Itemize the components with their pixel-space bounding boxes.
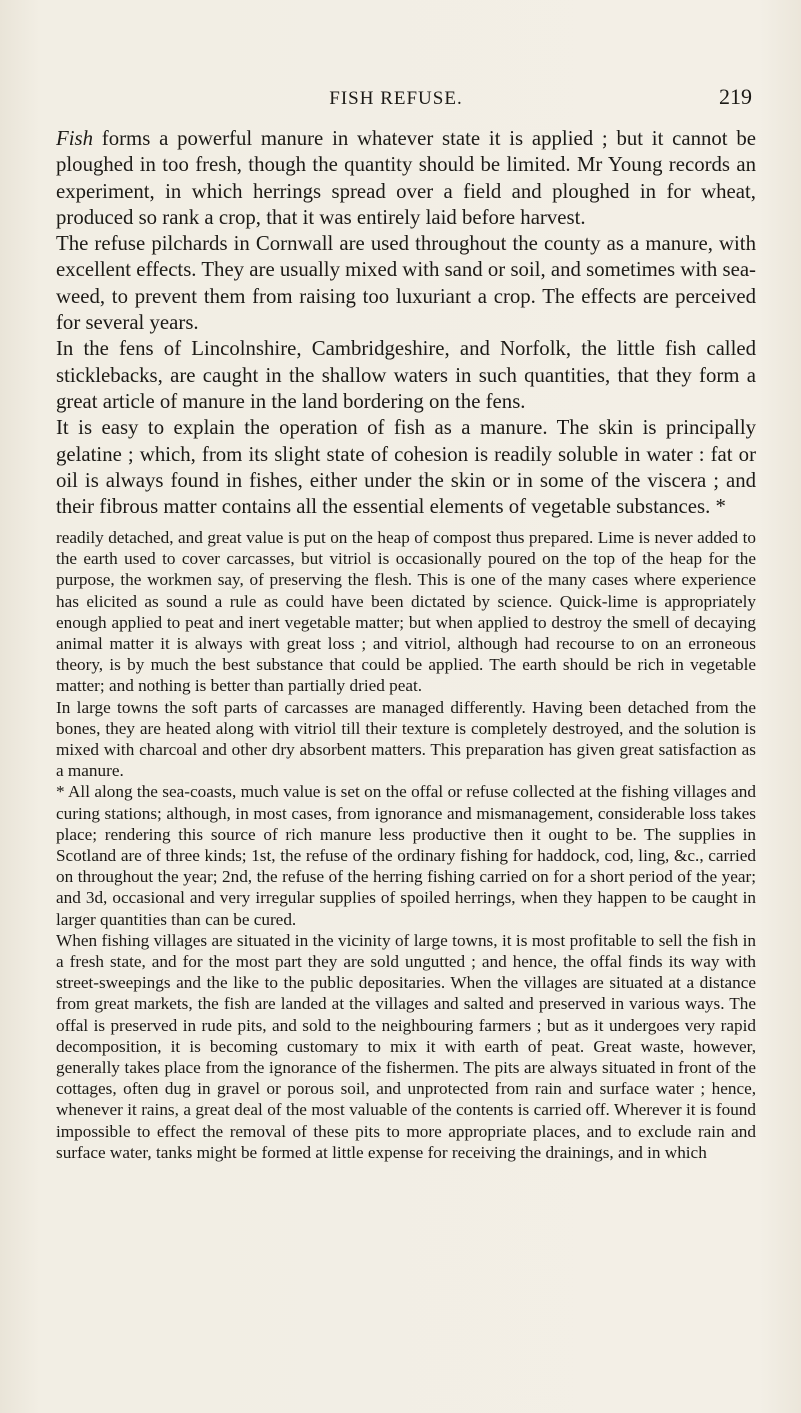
footnote-fishing-villages: When fishing villages are situated in the vicinity of large towns, it is most profitable to sell the fish in a fresh state, and for the most part they are sold ungutted ; and hence, the offal finds its way with street-sweepings and the like to the public depositaries. When the villages are situated at a distance from great markets, the fish are landed at the villages and salted and preserved in various ways. The offal is preserved in rude pits, and sold to the neighbouring farmers ; but as it undergoes very rapid decomposition, it is becoming customary to mix it with earth of peat. Great waste, however, generally takes place from the ignorance of the fishermen. The pits are always situated in front of the cottages, often dug in gravel or porous soil, and unprotected from rain and surface water ; hence, whenever it rains, a great deal of the most valuable of the contents is carried off. Wherever it is found impossible to effect the removal of these pits to more appropriate places, and to exclude rain and surface water, tanks might be formed at little expense for receiving the drainings, and in which	[56, 930, 756, 1162]
paragraph-pilchards: The refuse pilchards in Cornwall are used throughout the county as a manure, with excellent effects. They are usually mixed with sand or soil, and sometimes with sea-weed, to prevent them from raising too luxuriant a crop. The effects are perceived for several years.	[56, 232, 756, 335]
footnote-sea-coasts: * All along the sea-coasts, much value is set on the offal or refuse collected at the fishing villages and curing stations; although, in most cases, from ignorance and mismanagement, considerable loss takes place; rendering this source of rich manure less productive then it ought to be. The supplies in Scotland are of three kinds; 1st, the refuse of the ordinary fishing for haddock, cod, ling, &c., carried on throughout the year; 2nd, the refuse of the herring fishing carried on for a short period of the year; and 3d, occasional and very irregular supplies of spoiled herrings, when they happen to be caught in larger quantities than can be cured.	[56, 782, 756, 929]
footnotes	[56, 527, 756, 1163]
running-head: FISH REFUSE.	[329, 88, 463, 109]
page-header	[40, 84, 752, 112]
paragraph-text: forms a powerful manure in whatever state it is applied ; but it cannot be ploughed in too fresh, though the quantity should be limited. Mr Young records an experiment, in which herrings spread over a field and ploughed in for wheat, produced so rank a crop, that it was entirely laid before harvest.	[56, 127, 756, 229]
paragraph-operation: It is easy to explain the operation of fish as a manure. The skin is principally gelatine ; which, from its slight state of cohesion is readily soluble in water : fat or oil is always found in fishes, either under the skin or in some of the viscera ; and their fibrous matter contains all the essential elements of vegetable substances. *	[56, 416, 756, 519]
footnote-carcasses: readily detached, and great value is put on the heap of compost thus prepared. Lime is never added to the earth used to cover carcasses, but vitriol is occasionally poured on the top of the heap for the purpose, the workmen say, of preserving the flesh. This is one of the many cases where experience has elicited as sound a rule as could have been dictated by science. Quick-lime is appropriately enough applied to peat and inert vegetable matter; but when applied to destroy the smell of decaying animal matter it is always with great loss ; and vitriol, although had recourse to on an erroneous theory, is by much the best substance that could be applied. The earth should be rich in vegetable matter; and nothing is better than partially dried peat.	[56, 528, 756, 696]
paragraph-lead-word: Fish	[56, 127, 93, 150]
main-text	[56, 126, 756, 520]
paragraph-fish	[56, 126, 756, 231]
page-number: 219	[719, 84, 752, 109]
footnote-towns: In large towns the soft parts of carcasses are managed differently. Having been detached from the bones, they are heated along with vitriol till their texture is completely destroyed, and the solution is mixed with charcoal and other dry absorbent matters. This preparation has given great satisfaction as a manure.	[56, 697, 756, 781]
paragraph-sticklebacks: In the fens of Lincolnshire, Cambridgeshire, and Norfolk, the little fish called sticklebacks, are caught in the shallow waters in such quantities, that they form a great article of manure in the land bordering on the fens.	[56, 337, 756, 413]
